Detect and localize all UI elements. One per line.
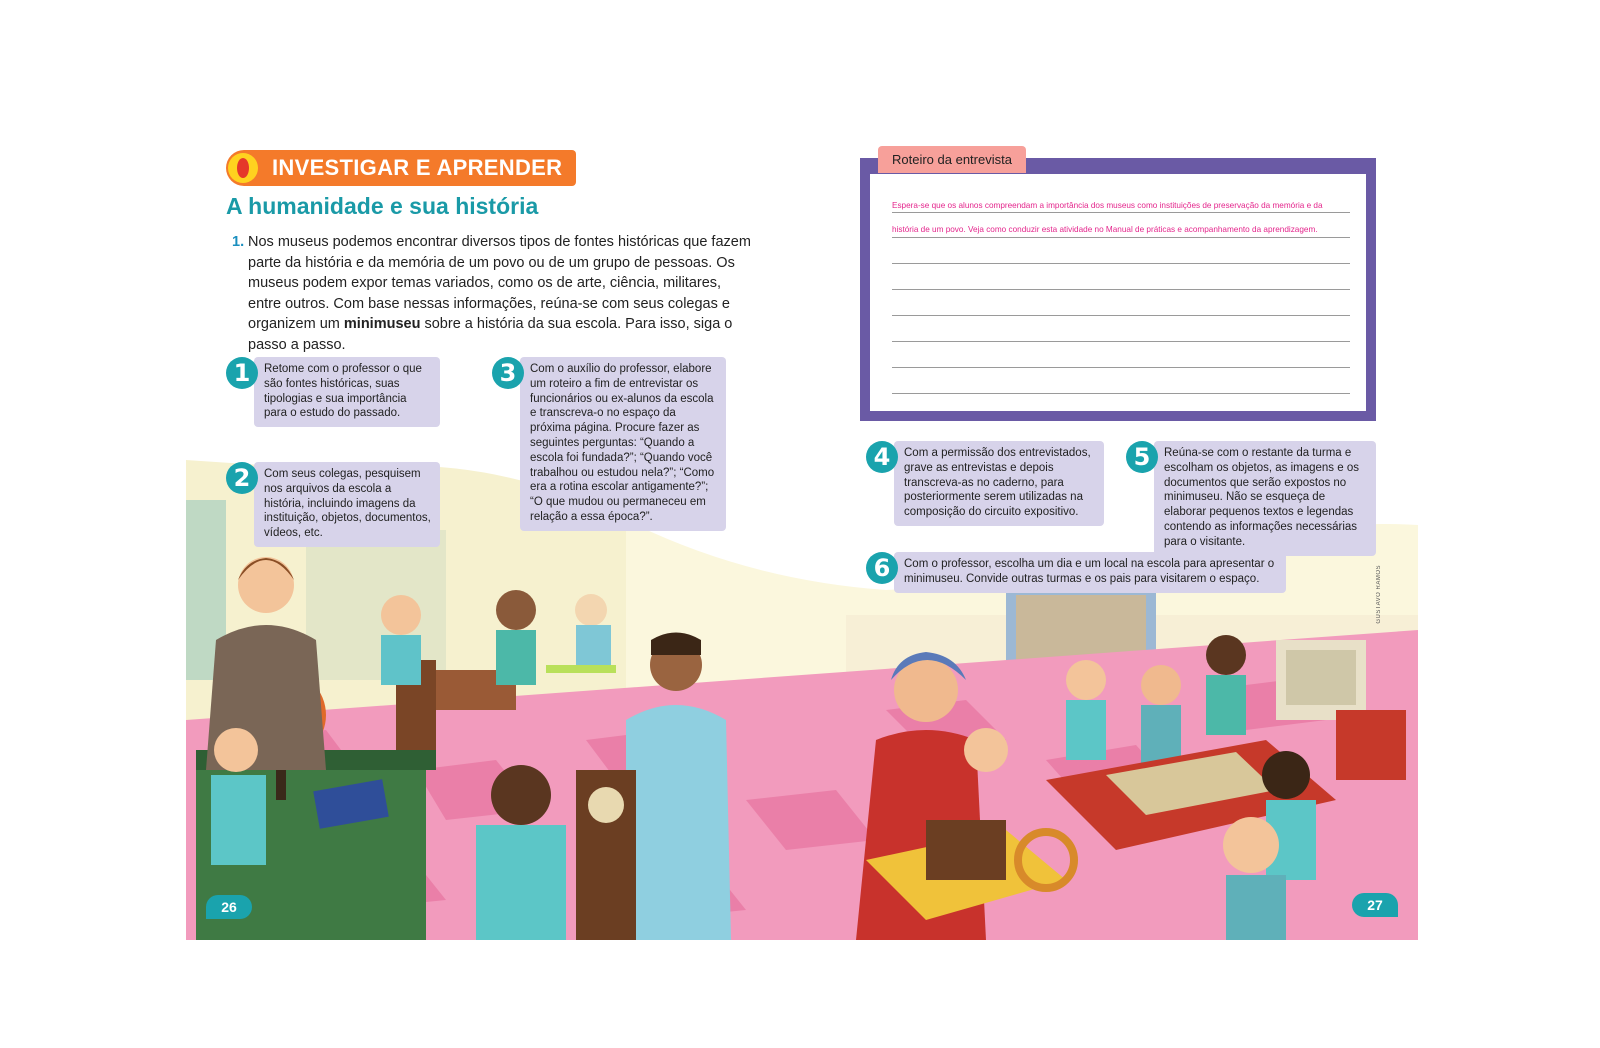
writing-line [892, 263, 1350, 264]
expected-answer-line: Espera-se que os alunos compreendam a importância dos museus como instituições de preservação da memória e da [892, 201, 1323, 210]
step-number-badge: 1 [226, 357, 258, 389]
interview-script-box [860, 152, 1376, 421]
section-tag [226, 150, 576, 186]
step-number-badge: 6 [866, 552, 898, 584]
page-number-left: 26 [206, 895, 252, 919]
step-number-badge: 2 [226, 462, 258, 494]
step-number-badge: 3 [492, 357, 524, 389]
interview-answer-area[interactable] [870, 174, 1366, 411]
interview-script-tab: Roteiro da entrevista [878, 146, 1026, 173]
page-number-right: 27 [1352, 893, 1398, 917]
writing-line [892, 237, 1350, 238]
step-text: Com o auxílio do professor, elabore um roteiro a fim de entrevistar os funcionários ou ex-alunos da escola e transcreva-o no espaço da próxima página. Procure fazer as seguintes perguntas: “Quando a escola foi fundada?”; “Quando você trabalhou ou estudou nela?”; “Como era a rotina escolar antigamente?”; “O que mudou ou permaneceu em relação a essa época?”. [520, 357, 726, 531]
writing-line [892, 212, 1350, 213]
step-text: Com o professor, escolha um dia e um local na escola para apresentar o minimuseu. Convide outras turmas e os pais para visitarem o espaço. [894, 552, 1286, 593]
writing-line [892, 367, 1350, 368]
expected-answer-line: história de um povo. Veja como conduzir esta atividade no Manual de práticas e acompanhamento da aprendizagem. [892, 225, 1318, 234]
section-label: INVESTIGAR E APRENDER [272, 155, 563, 180]
expected-answer [892, 194, 1350, 242]
question-number: 1. [232, 234, 245, 250]
writing-line [892, 393, 1350, 394]
step-text: Retome com o professor o que são fontes históricas, suas tipologias e sua importância para o estudo do passado. [254, 357, 440, 427]
step-number-badge: 5 [1126, 441, 1158, 473]
writing-line [892, 289, 1350, 290]
step-number-badge: 4 [866, 441, 898, 473]
section-logo-icon [228, 153, 258, 183]
intro-paragraph [232, 232, 752, 355]
intro-bold-term: minimuseu [343, 316, 421, 332]
step-text: Reúna-se com o restante da turma e escolham os objetos, as imagens e os documentos que serão expostos no minimuseu. Não se esqueça de elaborar pequenos textos e legendas contendo as informações necessárias para o visitante. [1154, 441, 1376, 556]
illustration-credit: GUSTAVO RAMOS [1376, 565, 1382, 624]
intro-text-part: Nos museus podemos encontrar diversos tipos de fontes históricas que fazem parte da história e da memória de um povo ou de um grupo de pessoas. Os museus podem expor temas variados, como os de arte, ciência, militares, entre outros. Com base nessas informações, reúna-se com seus colegas e organizem um [248, 234, 751, 332]
step-text: Com seus colegas, pesquisem nos arquivos da escola a história, incluindo imagens da instituição, objetos, documentos, vídeos, etc. [254, 462, 440, 547]
intro-text [248, 232, 752, 355]
page-title: A humanidade e sua história [226, 193, 539, 219]
intro-text-part: sobre a história da sua escola. Para isso, siga o passo a passo. [248, 316, 733, 353]
step-text: Com a permissão dos entrevistados, grave as entrevistas e depois transcreva-as no caderno, para posteriormente serem utilizadas na composição do circuito expositivo. [894, 441, 1104, 526]
writing-line [892, 341, 1350, 342]
writing-line [892, 315, 1350, 316]
